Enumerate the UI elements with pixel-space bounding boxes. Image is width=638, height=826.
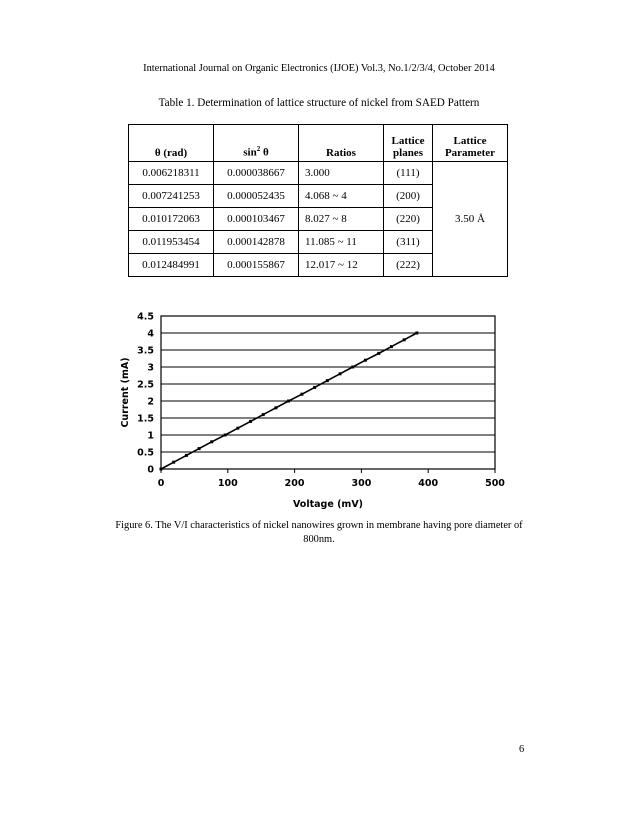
x-tick-label: 0 (157, 478, 165, 489)
data-point (160, 468, 163, 471)
header-theta: θ (rad) (129, 125, 214, 162)
y-tick-label: 0 (147, 464, 154, 476)
x-axis-label: Voltage (mV) (292, 499, 364, 510)
header-ratios: Ratios (299, 125, 384, 162)
cell-ratio: 3.000 (299, 162, 384, 185)
figure-caption-line2: 800nm. (303, 534, 335, 545)
lattice-table (128, 124, 508, 277)
data-point (339, 372, 342, 375)
cell-sin2: 0.000052435 (214, 185, 299, 208)
data-point (210, 440, 213, 443)
y-tick-label: 4 (147, 328, 154, 340)
data-point (274, 406, 277, 409)
cell-plane: (111) (384, 162, 433, 185)
header-planes-line2: planes (393, 147, 423, 159)
cell-theta: 0.006218311 (129, 162, 214, 185)
x-tick-label: 200 (284, 478, 305, 489)
data-point (185, 454, 188, 457)
cell-theta: 0.007241253 (129, 185, 214, 208)
table-caption: Table 1. Determination of lattice structure of nickel from SAED Pattern (158, 97, 480, 109)
cell-plane: (222) (384, 254, 433, 277)
data-point (403, 338, 406, 341)
cell-ratio: 4.068 ~ 4 (299, 185, 384, 208)
cell-plane: (311) (384, 231, 433, 254)
cell-theta: 0.011953454 (129, 231, 214, 254)
journal-header: International Journal on Organic Electronics (IJOE) Vol.3, No.1/2/3/4, October 2014 (143, 63, 495, 74)
y-tick-label: 2.5 (137, 379, 154, 391)
cell-ratio: 11.085 ~ 11 (299, 231, 384, 254)
data-point (364, 359, 367, 362)
y-tick-label: 2 (147, 396, 154, 408)
data-point (172, 461, 175, 464)
x-tick-label: 100 (217, 478, 238, 489)
y-tick-label: 4.5 (137, 311, 154, 323)
y-tick-label: 1 (147, 430, 154, 442)
figure-caption (100, 519, 538, 547)
x-tick-label: 500 (485, 478, 505, 489)
cell-sin2: 0.000142878 (214, 231, 299, 254)
data-point (287, 400, 290, 403)
page-number: 6 (519, 744, 525, 755)
y-tick-label: 3.5 (137, 345, 154, 357)
data-point (236, 427, 239, 430)
cell-ratio: 8.027 ~ 8 (299, 208, 384, 231)
cell-theta: 0.010172063 (129, 208, 214, 231)
x-tick-label: 300 (351, 478, 372, 489)
table-row (129, 162, 508, 185)
cell-plane: (200) (384, 185, 433, 208)
y-tick-label: 3 (147, 362, 154, 374)
header-theta-symbol: θ (260, 147, 269, 159)
data-point (390, 345, 393, 348)
cell-plane: (220) (384, 208, 433, 231)
header-planes-line1: Lattice (391, 135, 425, 147)
y-tick-label: 1.5 (137, 413, 154, 425)
data-point (249, 420, 252, 423)
header-sin2-theta (214, 125, 299, 162)
vi-chart-svg (112, 302, 512, 514)
y-tick-label: 0.5 (137, 447, 154, 459)
data-point (377, 352, 380, 355)
data-point (300, 393, 303, 396)
cell-theta: 0.012484991 (129, 254, 214, 277)
plot-frame (161, 316, 495, 469)
header-param-line1: Lattice (453, 135, 487, 147)
cell-sin2: 0.000038667 (214, 162, 299, 185)
data-point (351, 366, 354, 369)
data-point (262, 413, 265, 416)
table-header-row (129, 125, 508, 162)
data-point (313, 386, 316, 389)
header-sin-exponent: 2 (256, 145, 261, 154)
figure-caption-line1: Figure 6. The V/I characteristics of nickel nanowires grown in membrane having pore diameter of (115, 520, 523, 531)
header-lattice-planes (384, 125, 433, 162)
x-tick-label: 400 (418, 478, 439, 489)
header-param-line2: Parameter (444, 147, 496, 159)
vi-chart (112, 302, 512, 514)
data-point (326, 379, 329, 382)
cell-ratio: 12.017 ~ 12 (299, 254, 384, 277)
header-sin-text: sin (243, 147, 257, 159)
header-lattice-parameter (433, 125, 508, 162)
cell-sin2: 0.000155867 (214, 254, 299, 277)
cell-lattice-parameter: 3.50 Å (433, 162, 508, 277)
cell-sin2: 0.000103467 (214, 208, 299, 231)
data-point (224, 434, 227, 437)
y-axis-label: Current (mA) (120, 357, 131, 428)
data-point (415, 332, 418, 335)
data-point (198, 447, 201, 450)
